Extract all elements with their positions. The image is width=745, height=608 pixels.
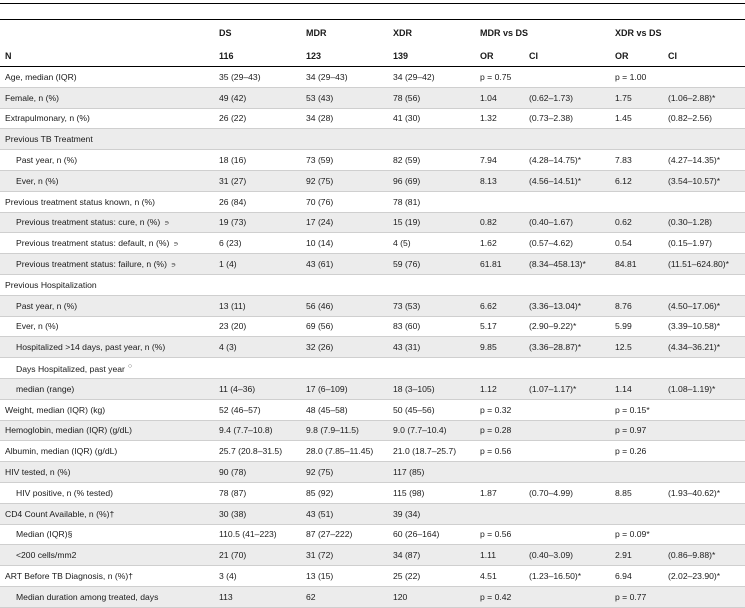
cell-xdr-or: p = 0.09* (610, 524, 663, 545)
cell-mdr-or (475, 274, 524, 295)
sub-header-ci-mdr: CI (524, 45, 610, 67)
row-label-cell (0, 108, 214, 129)
row-label-cell (0, 129, 214, 150)
cell-ds: 30 (38) (214, 503, 301, 524)
cell-mdr-ci (524, 524, 610, 545)
cell-xdr: 73 (53) (388, 295, 475, 316)
cell-ds: 31 (27) (214, 170, 301, 191)
cell-mdr: 87 (27–222) (301, 524, 388, 545)
cell-xdr-ci: (0.30–1.28) (663, 212, 745, 233)
cell-xdr-or: 84.81 (610, 254, 663, 275)
footnote-mark: ∍ (173, 241, 179, 249)
cell-ds: 49 (42) (214, 87, 301, 108)
cell-ds: 4 (3) (214, 337, 301, 358)
cell-mdr: 70 (76) (301, 191, 388, 212)
cell-mdr-or: p = 0.42 (475, 586, 524, 607)
cell-mdr: 34 (29–43) (301, 67, 388, 88)
cell-xdr: 78 (56) (388, 87, 475, 108)
cell-ds: 110.5 (41–223) (214, 524, 301, 545)
cell-xdr-ci (663, 524, 745, 545)
cell-xdr-or: 8.85 (610, 482, 663, 503)
row-label: Past year, n (%) (16, 155, 78, 166)
cell-mdr: 73 (59) (301, 150, 388, 171)
cell-mdr-or: 5.17 (475, 316, 524, 337)
row-label: Ever, n (%) (16, 321, 59, 332)
n-ds: 116 (214, 45, 301, 67)
results-table (0, 21, 745, 608)
row-label-cell (0, 545, 214, 566)
cell-xdr-or: p = 0.97 (610, 420, 663, 441)
cell-ds: 26 (84) (214, 191, 301, 212)
cell-ds: 6 (23) (214, 233, 301, 254)
cell-mdr-or (475, 503, 524, 524)
cell-xdr-or: p = 0.26 (610, 441, 663, 462)
cell-xdr: 34 (29–42) (388, 67, 475, 88)
cell-xdr-ci (663, 399, 745, 420)
cell-mdr-or (475, 129, 524, 150)
cell-mdr-or: 9.85 (475, 337, 524, 358)
cell-mdr-or (475, 462, 524, 483)
cell-mdr-ci (524, 358, 610, 379)
cell-ds (214, 129, 301, 150)
cell-ds: 26 (22) (214, 108, 301, 129)
cell-xdr-or: 12.5 (610, 337, 663, 358)
cell-mdr-ci (524, 462, 610, 483)
cell-ds: 25.7 (20.8–31.5) (214, 441, 301, 462)
table-row (0, 566, 745, 587)
cell-xdr-or: 6.12 (610, 170, 663, 191)
row-label-cell (0, 67, 214, 88)
cell-mdr: 10 (14) (301, 233, 388, 254)
row-label: Hospitalized >14 days, past year, n (%) (16, 342, 166, 353)
row-label-cell (0, 524, 214, 545)
cell-xdr: 41 (30) (388, 108, 475, 129)
cell-mdr: 53 (43) (301, 87, 388, 108)
sub-header-or-mdr: OR (475, 45, 524, 67)
cell-mdr-or: 8.13 (475, 170, 524, 191)
row-label: HIV tested, n (%) (5, 467, 71, 478)
cell-xdr-or: 1.45 (610, 108, 663, 129)
cell-mdr-or: p = 0.28 (475, 420, 524, 441)
table-row (0, 420, 745, 441)
cell-mdr: 69 (56) (301, 316, 388, 337)
cell-mdr-or: 1.04 (475, 87, 524, 108)
cell-xdr: 50 (45–56) (388, 399, 475, 420)
top-rule (0, 3, 745, 4)
row-label-cell (0, 378, 214, 399)
cell-mdr: 92 (75) (301, 462, 388, 483)
cell-mdr: 34 (28) (301, 108, 388, 129)
cell-mdr-or: p = 0.75 (475, 67, 524, 88)
table-row (0, 233, 745, 254)
header-rule (0, 19, 745, 20)
cell-ds: 113 (214, 586, 301, 607)
row-label-cell (0, 233, 214, 254)
cell-mdr-or: 1.32 (475, 108, 524, 129)
header-blank (0, 21, 214, 45)
cell-mdr-ci: (3.36–28.87)* (524, 337, 610, 358)
cell-mdr-ci: (4.28–14.75)* (524, 150, 610, 171)
cell-xdr-or: p = 1.00 (610, 67, 663, 88)
cell-xdr-ci (663, 274, 745, 295)
cell-xdr-or: 0.62 (610, 212, 663, 233)
cell-mdr-ci: (8.34–458.13)* (524, 254, 610, 275)
cell-xdr-or (610, 274, 663, 295)
cell-mdr: 85 (92) (301, 482, 388, 503)
cell-mdr: 43 (51) (301, 503, 388, 524)
cell-mdr-or: 1.62 (475, 233, 524, 254)
cell-xdr: 115 (98) (388, 482, 475, 503)
row-label: Albumin, median (IQR) (g/dL) (5, 446, 118, 457)
table-row (0, 462, 745, 483)
table-row (0, 67, 745, 88)
row-label-cell (0, 191, 214, 212)
row-label: Previous treatment status known, n (%) (5, 196, 155, 207)
cell-ds: 9.4 (7.7–10.8) (214, 420, 301, 441)
cell-xdr-ci: (0.86–9.88)* (663, 545, 745, 566)
cell-mdr: 43 (61) (301, 254, 388, 275)
row-label-cell (0, 503, 214, 524)
row-label: Previous treatment status: failure, n (%) (16, 259, 167, 270)
table-row (0, 129, 745, 150)
cell-mdr-ci: (0.40–3.09) (524, 545, 610, 566)
table-row (0, 524, 745, 545)
row-label-cell (0, 337, 214, 358)
cell-mdr-ci (524, 503, 610, 524)
table-row (0, 87, 745, 108)
row-label-cell (0, 170, 214, 191)
cell-xdr-ci: (4.27–14.35)* (663, 150, 745, 171)
row-label-cell (0, 316, 214, 337)
cell-ds: 1 (4) (214, 254, 301, 275)
cell-xdr-or: 7.83 (610, 150, 663, 171)
cell-mdr-ci: (1.07–1.17)* (524, 378, 610, 399)
cell-ds: 52 (46–57) (214, 399, 301, 420)
cell-xdr-ci: (1.08–1.19)* (663, 378, 745, 399)
row-label-cell (0, 399, 214, 420)
table-row (0, 108, 745, 129)
row-label: Previous treatment status: cure, n (%) (16, 217, 161, 228)
table-row (0, 358, 745, 379)
cell-xdr: 9.0 (7.7–10.4) (388, 420, 475, 441)
cell-xdr-or (610, 191, 663, 212)
footnote-mark: ∍ (170, 262, 176, 270)
row-label: CD4 Count Available, n (%)† (5, 508, 115, 519)
cell-xdr: 83 (60) (388, 316, 475, 337)
cell-xdr: 15 (19) (388, 212, 475, 233)
cell-xdr-ci (663, 191, 745, 212)
cell-xdr-or (610, 462, 663, 483)
cell-mdr-or: 0.82 (475, 212, 524, 233)
table-row (0, 482, 745, 503)
row-label-cell (0, 212, 214, 233)
col-header-mdr-vs-ds: MDR vs DS (480, 28, 529, 38)
cell-xdr-ci (663, 129, 745, 150)
cell-ds: 19 (73) (214, 212, 301, 233)
table-row (0, 441, 745, 462)
cell-ds: 23 (20) (214, 316, 301, 337)
cell-mdr-or: 7.94 (475, 150, 524, 171)
cell-mdr: 9.8 (7.9–11.5) (301, 420, 388, 441)
cell-xdr-ci (663, 503, 745, 524)
cell-xdr-or: 2.91 (610, 545, 663, 566)
cell-xdr: 96 (69) (388, 170, 475, 191)
cell-mdr-ci: (0.62–1.73) (524, 87, 610, 108)
cell-mdr-or: p = 0.56 (475, 524, 524, 545)
n-header-row (0, 45, 745, 67)
cell-mdr-or: 6.62 (475, 295, 524, 316)
cell-xdr-ci: (4.50–17.06)* (663, 295, 745, 316)
cell-xdr-or: 1.14 (610, 378, 663, 399)
cell-mdr: 62 (301, 586, 388, 607)
col-header-mdr: MDR (306, 28, 327, 38)
table-row (0, 212, 745, 233)
cell-mdr-or: p = 0.32 (475, 399, 524, 420)
table-row (0, 274, 745, 295)
cell-xdr-ci: (0.82–2.56) (663, 108, 745, 129)
cell-xdr: 59 (76) (388, 254, 475, 275)
table-row (0, 503, 745, 524)
row-label: ART Before TB Diagnosis, n (%)† (5, 571, 134, 582)
cell-mdr-ci (524, 420, 610, 441)
cell-xdr: 34 (87) (388, 545, 475, 566)
row-label: Past year, n (%) (16, 300, 78, 311)
table-row (0, 191, 745, 212)
cell-mdr (301, 358, 388, 379)
row-label-cell (0, 295, 214, 316)
row-label: Hemoglobin, median (IQR) (g/dL) (5, 425, 133, 436)
row-label-cell (0, 566, 214, 587)
cell-xdr-or: 5.99 (610, 316, 663, 337)
table-row (0, 295, 745, 316)
col-header-xdr-vs-ds: XDR vs DS (615, 28, 662, 38)
cell-mdr: 13 (15) (301, 566, 388, 587)
cell-xdr-or: 8.76 (610, 295, 663, 316)
cell-mdr (301, 129, 388, 150)
cell-mdr-ci: (3.36–13.04)* (524, 295, 610, 316)
cell-xdr: 21.0 (18.7–25.7) (388, 441, 475, 462)
cell-mdr-ci (524, 191, 610, 212)
cell-mdr: 17 (24) (301, 212, 388, 233)
row-label-cell (0, 441, 214, 462)
cell-mdr-ci: (0.73–2.38) (524, 108, 610, 129)
cell-xdr-ci: (3.54–10.57)* (663, 170, 745, 191)
cell-mdr-ci (524, 67, 610, 88)
cell-xdr-ci (663, 586, 745, 607)
cell-xdr: 43 (31) (388, 337, 475, 358)
cell-xdr: 25 (22) (388, 566, 475, 587)
cell-mdr (301, 274, 388, 295)
row-label-cell (0, 274, 214, 295)
cell-mdr: 48 (45–58) (301, 399, 388, 420)
cell-xdr-or: 6.94 (610, 566, 663, 587)
cell-mdr-ci: (4.56–14.51)* (524, 170, 610, 191)
group-header-row (0, 21, 745, 45)
cell-xdr-ci: (3.39–10.58)* (663, 316, 745, 337)
cell-ds: 21 (70) (214, 545, 301, 566)
cell-xdr: 39 (34) (388, 503, 475, 524)
row-label-cell (0, 462, 214, 483)
table-row (0, 316, 745, 337)
table-row (0, 254, 745, 275)
table-row (0, 378, 745, 399)
col-header-xdr: XDR (393, 28, 413, 38)
cell-xdr-or: p = 0.15* (610, 399, 663, 420)
row-label: Female, n (%) (5, 92, 59, 103)
n-mdr: 123 (301, 45, 388, 67)
cell-mdr: 28.0 (7.85–11.45) (301, 441, 388, 462)
cell-mdr-or: 4.51 (475, 566, 524, 587)
cell-mdr-ci (524, 274, 610, 295)
cell-xdr-ci: (0.15–1.97) (663, 233, 745, 254)
cell-mdr-ci (524, 399, 610, 420)
cell-mdr-or: 1.12 (475, 378, 524, 399)
cell-xdr-ci (663, 420, 745, 441)
cell-xdr-or (610, 129, 663, 150)
table-row (0, 337, 745, 358)
table-row (0, 586, 745, 607)
row-label: <200 cells/mm2 (16, 550, 77, 561)
cell-xdr (388, 129, 475, 150)
cell-mdr-ci: (0.40–1.67) (524, 212, 610, 233)
table-row (0, 170, 745, 191)
row-label: Previous Hospitalization (5, 279, 97, 290)
cell-ds: 11 (4–36) (214, 378, 301, 399)
cell-mdr: 17 (6–109) (301, 378, 388, 399)
cell-ds: 18 (16) (214, 150, 301, 171)
cell-mdr-ci: (1.23–16.50)* (524, 566, 610, 587)
row-label: Age, median (IQR) (5, 71, 77, 82)
cell-ds (214, 274, 301, 295)
cell-ds (214, 358, 301, 379)
table-row (0, 545, 745, 566)
footnote-mark: ○ (127, 362, 133, 370)
cell-xdr-ci (663, 441, 745, 462)
row-label-cell (0, 420, 214, 441)
cell-xdr: 120 (388, 586, 475, 607)
cell-mdr-or: 1.11 (475, 545, 524, 566)
cell-mdr-ci: (0.70–4.99) (524, 482, 610, 503)
cell-mdr-ci: (2.90–9.22)* (524, 316, 610, 337)
cell-mdr-or: p = 0.56 (475, 441, 524, 462)
cell-xdr-ci: (2.02–23.90)* (663, 566, 745, 587)
cell-xdr-ci (663, 462, 745, 483)
cell-xdr-ci (663, 67, 745, 88)
row-label: Median (IQR)§ (16, 529, 73, 540)
col-header-ds: DS (219, 28, 232, 38)
row-label-cell (0, 150, 214, 171)
cell-ds: 90 (78) (214, 462, 301, 483)
row-label: Weight, median (IQR) (kg) (5, 404, 106, 415)
cell-mdr: 92 (75) (301, 170, 388, 191)
row-label-cell (0, 254, 214, 275)
cell-mdr-or: 1.87 (475, 482, 524, 503)
cell-xdr: 18 (3–105) (388, 378, 475, 399)
cell-ds: 78 (87) (214, 482, 301, 503)
cell-xdr: 78 (81) (388, 191, 475, 212)
cell-mdr: 31 (72) (301, 545, 388, 566)
cell-ds: 13 (11) (214, 295, 301, 316)
cell-mdr-ci (524, 586, 610, 607)
cell-mdr-or: 61.81 (475, 254, 524, 275)
cell-xdr: 60 (26–164) (388, 524, 475, 545)
cell-xdr-or (610, 358, 663, 379)
cell-mdr: 56 (46) (301, 295, 388, 316)
cell-xdr-ci: (4.34–36.21)* (663, 337, 745, 358)
sub-header-or-xdr: OR (610, 45, 663, 67)
row-label-cell (0, 586, 214, 607)
cell-ds: 3 (4) (214, 566, 301, 587)
cell-xdr-ci: (1.93–40.62)* (663, 482, 745, 503)
cell-xdr-or: p = 0.77 (610, 586, 663, 607)
cell-xdr: 4 (5) (388, 233, 475, 254)
cell-xdr: 117 (85) (388, 462, 475, 483)
cell-xdr-ci: (11.51–624.80)* (663, 254, 745, 275)
row-label: Previous TB Treatment (5, 134, 93, 145)
cell-xdr: 82 (59) (388, 150, 475, 171)
cell-xdr-or: 0.54 (610, 233, 663, 254)
cell-xdr (388, 274, 475, 295)
row-label: HIV positive, n (% tested) (16, 487, 113, 498)
table-row (0, 150, 745, 171)
n-xdr: 139 (388, 45, 475, 67)
cell-xdr (388, 358, 475, 379)
cell-xdr-or (610, 503, 663, 524)
sub-header-ci-xdr: CI (663, 45, 745, 67)
row-label: Median duration among treated, days (16, 591, 159, 602)
cell-xdr-ci: (1.06–2.88)* (663, 87, 745, 108)
cell-xdr-or: 1.75 (610, 87, 663, 108)
row-label-cell (0, 358, 214, 379)
cell-mdr-ci: (0.57–4.62) (524, 233, 610, 254)
cell-mdr-ci (524, 129, 610, 150)
cell-ds: 35 (29–43) (214, 67, 301, 88)
cell-mdr-or (475, 191, 524, 212)
cell-xdr-ci (663, 358, 745, 379)
row-label: median (range) (16, 383, 75, 394)
row-label: Ever, n (%) (16, 175, 59, 186)
row-label: Previous treatment status: default, n (%) (16, 238, 170, 249)
row-label: Days Hospitalized, past year (16, 363, 125, 374)
cell-mdr-or (475, 358, 524, 379)
cell-mdr: 32 (26) (301, 337, 388, 358)
table-row (0, 399, 745, 420)
footnote-mark: ∍ (164, 220, 170, 228)
row-label-cell (0, 482, 214, 503)
n-label: N (0, 45, 214, 67)
row-label: Extrapulmonary, n (%) (5, 113, 90, 124)
row-label-cell (0, 87, 214, 108)
cell-mdr-ci (524, 441, 610, 462)
